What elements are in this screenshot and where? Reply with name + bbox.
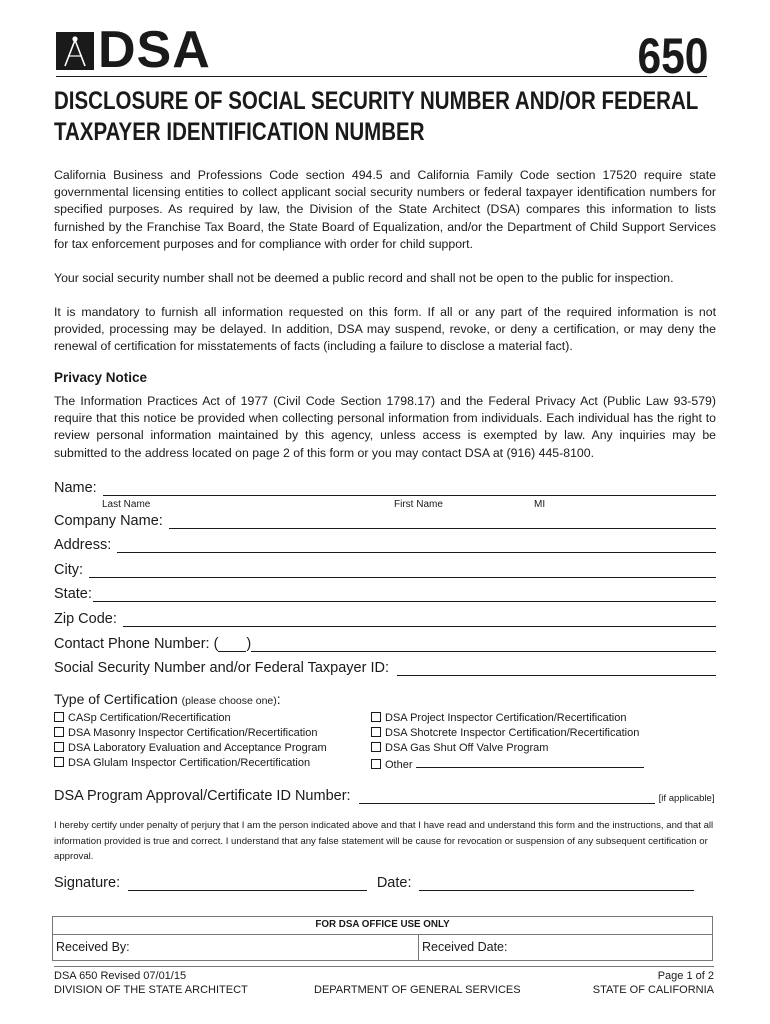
company-label: Company Name: [54, 513, 163, 529]
company-input-line[interactable] [169, 514, 716, 529]
certification-options-left [54, 711, 327, 771]
other-input-line[interactable] [416, 756, 644, 768]
cert-option-label: Other [385, 759, 413, 771]
checkbox[interactable] [371, 712, 381, 722]
address-label: Address: [54, 537, 112, 553]
cert-option-masonry[interactable] [54, 726, 327, 741]
cert-option-label: DSA Laboratory Evaluation and Acceptance Program [68, 742, 327, 754]
footer-division: DIVISION OF THE STATE ARCHITECT [54, 984, 248, 996]
checkbox[interactable] [371, 742, 381, 752]
cert-option-label: DSA Shotcrete Inspector Certification/Recertification [385, 727, 640, 739]
phone-input-line[interactable] [251, 637, 716, 652]
cert-option-glulam[interactable] [54, 756, 327, 771]
certification-heading-note: (please choose one) [181, 695, 277, 707]
cert-option-laboratory[interactable] [54, 741, 327, 756]
certification-heading [54, 691, 281, 707]
cert-option-gas-shutoff[interactable] [371, 741, 644, 756]
form-number: 650 [637, 28, 708, 84]
signature-row [54, 873, 694, 891]
name-label: Name: [54, 480, 97, 496]
checkbox[interactable] [54, 742, 64, 752]
program-id-field[interactable] [54, 786, 716, 804]
certification-heading-colon: : [276, 691, 281, 707]
footer-department: DEPARTMENT OF GENERAL SERVICES [314, 984, 521, 996]
header-divider [56, 76, 707, 77]
city-label: City: [54, 562, 83, 578]
zip-label: Zip Code: [54, 611, 117, 627]
area-code-input-line[interactable] [218, 637, 246, 652]
certification-heading-text: Type of Certification [54, 691, 178, 707]
certification-options-right [371, 711, 644, 773]
signature-label: Signature: [54, 875, 121, 891]
program-id-input-line[interactable] [359, 789, 655, 804]
address-input-line[interactable] [117, 538, 716, 553]
zip-field[interactable] [54, 609, 716, 627]
checkbox[interactable] [54, 712, 64, 722]
date-input-line[interactable] [419, 876, 694, 891]
received-date-cell[interactable] [419, 934, 712, 961]
state-label: State: [54, 586, 92, 602]
phone-field[interactable] [54, 634, 716, 652]
footer-revision: DSA 650 Revised 07/01/15 [54, 970, 187, 982]
signature-input-line[interactable] [128, 876, 367, 891]
phone-label: Contact Phone Number: ( [54, 636, 219, 652]
cert-option-label: DSA Project Inspector Certification/Recertification [385, 712, 627, 724]
logo-text: DSA [98, 21, 211, 79]
program-id-note: [if applicable] [658, 793, 715, 804]
privacy-paragraph: The Information Practices Act of 1977 (Civil Code Section 1798.17) and the Federal Privacy Act (Public Law 93-579) require that this notice be provided when collecting personal information from individuals. Each individual has the right to review personal information maintained by this agency, unless access is exempted by law. Any inquiries may be submitted to the address located on page 2 of this form or you may contact DSA at (916) 445-8100. [54, 394, 716, 460]
cert-option-label: DSA Glulam Inspector Certification/Recertification [68, 757, 311, 769]
form-title-line1: DISCLOSURE OF SOCIAL SECURITY NUMBER AND/OR FEDERAL [54, 87, 699, 115]
received-by-cell[interactable] [53, 934, 419, 961]
cert-option-label: DSA Gas Shut Off Valve Program [385, 742, 549, 754]
dsa-logo-icon [56, 32, 94, 70]
office-use-table [52, 916, 713, 961]
city-input-line[interactable] [89, 563, 716, 578]
form-title [54, 86, 735, 148]
checkbox[interactable] [371, 727, 381, 737]
ssn-label: Social Security Number and/or Federal Taxpayer ID: [54, 660, 389, 676]
intro-paragraph: California Business and Professions Code section 494.5 and California Family Code section 17520 require state governmental licensing entities to collect applicant social security numbers or federal taxpayer identification numbers for specified purposes. As required by law, the Division of the State Architect (DSA) compares this information to lists furnished by the Franchise Tax Board, the State Board of Equalization, and/or the Department of Child Support Services for tax enforcement purposes and for compliance with order for child support. [54, 168, 716, 251]
address-field[interactable] [54, 535, 716, 553]
last-name-label: Last Name [102, 499, 151, 510]
office-use-title: FOR DSA OFFICE USE ONLY [53, 917, 712, 935]
name-field[interactable] [54, 478, 716, 496]
footer-state: STATE OF CALIFORNIA [592, 984, 714, 996]
cert-option-other[interactable] [371, 756, 644, 773]
state-field[interactable] [54, 584, 716, 602]
footer-page: Page 1 of 2 [657, 970, 714, 982]
ssn-field[interactable] [54, 658, 716, 676]
privacy-heading: Privacy Notice [54, 370, 148, 385]
first-name-label: First Name [394, 499, 443, 510]
company-field[interactable] [54, 511, 716, 529]
city-field[interactable] [54, 560, 716, 578]
form-title-line2: TAXPAYER IDENTIFICATION NUMBER [54, 118, 425, 146]
received-date-label: Received Date: [422, 940, 508, 954]
mi-label: MI [534, 499, 546, 510]
cert-option-project-inspector[interactable] [371, 711, 644, 726]
name-input-line[interactable] [103, 481, 716, 496]
public-record-paragraph: Your social security number shall not be deemed a public record and shall not be open to the public for inspection. [54, 271, 674, 285]
state-input-line[interactable] [93, 587, 716, 602]
cert-option-label: CASp Certification/Recertification [68, 712, 231, 724]
footer-divider [54, 966, 714, 967]
checkbox[interactable] [371, 759, 381, 769]
cert-option-casp[interactable] [54, 711, 327, 726]
checkbox[interactable] [54, 727, 64, 737]
cert-option-shotcrete[interactable] [371, 726, 644, 741]
date-label: Date: [376, 875, 412, 891]
ssn-input-line[interactable] [397, 661, 716, 676]
certify-statement: I hereby certify under penalty of perjury that I am the person indicated above and that I have read and understand this form and the instructions, and that all information provided is true and correct. I understand that any false statement will be cause for revocation or suspension of any subsequent certification or approval. [54, 820, 714, 862]
mandatory-paragraph: It is mandatory to furnish all information requested on this form. If all or any part of the required information is not provided, processing may be delayed. In addition, DSA may suspend, revoke, or deny a certification, or may deny the renewal of certification for misstatements of facts (including a failure to disclose a material fact). [54, 305, 716, 354]
cert-option-label: DSA Masonry Inspector Certification/Recertification [68, 727, 318, 739]
program-id-label: DSA Program Approval/Certificate ID Number: [54, 788, 351, 804]
phone-close-paren: ) [246, 636, 252, 652]
received-by-label: Received By: [56, 940, 130, 954]
zip-input-line[interactable] [123, 612, 716, 627]
checkbox[interactable] [54, 757, 64, 767]
